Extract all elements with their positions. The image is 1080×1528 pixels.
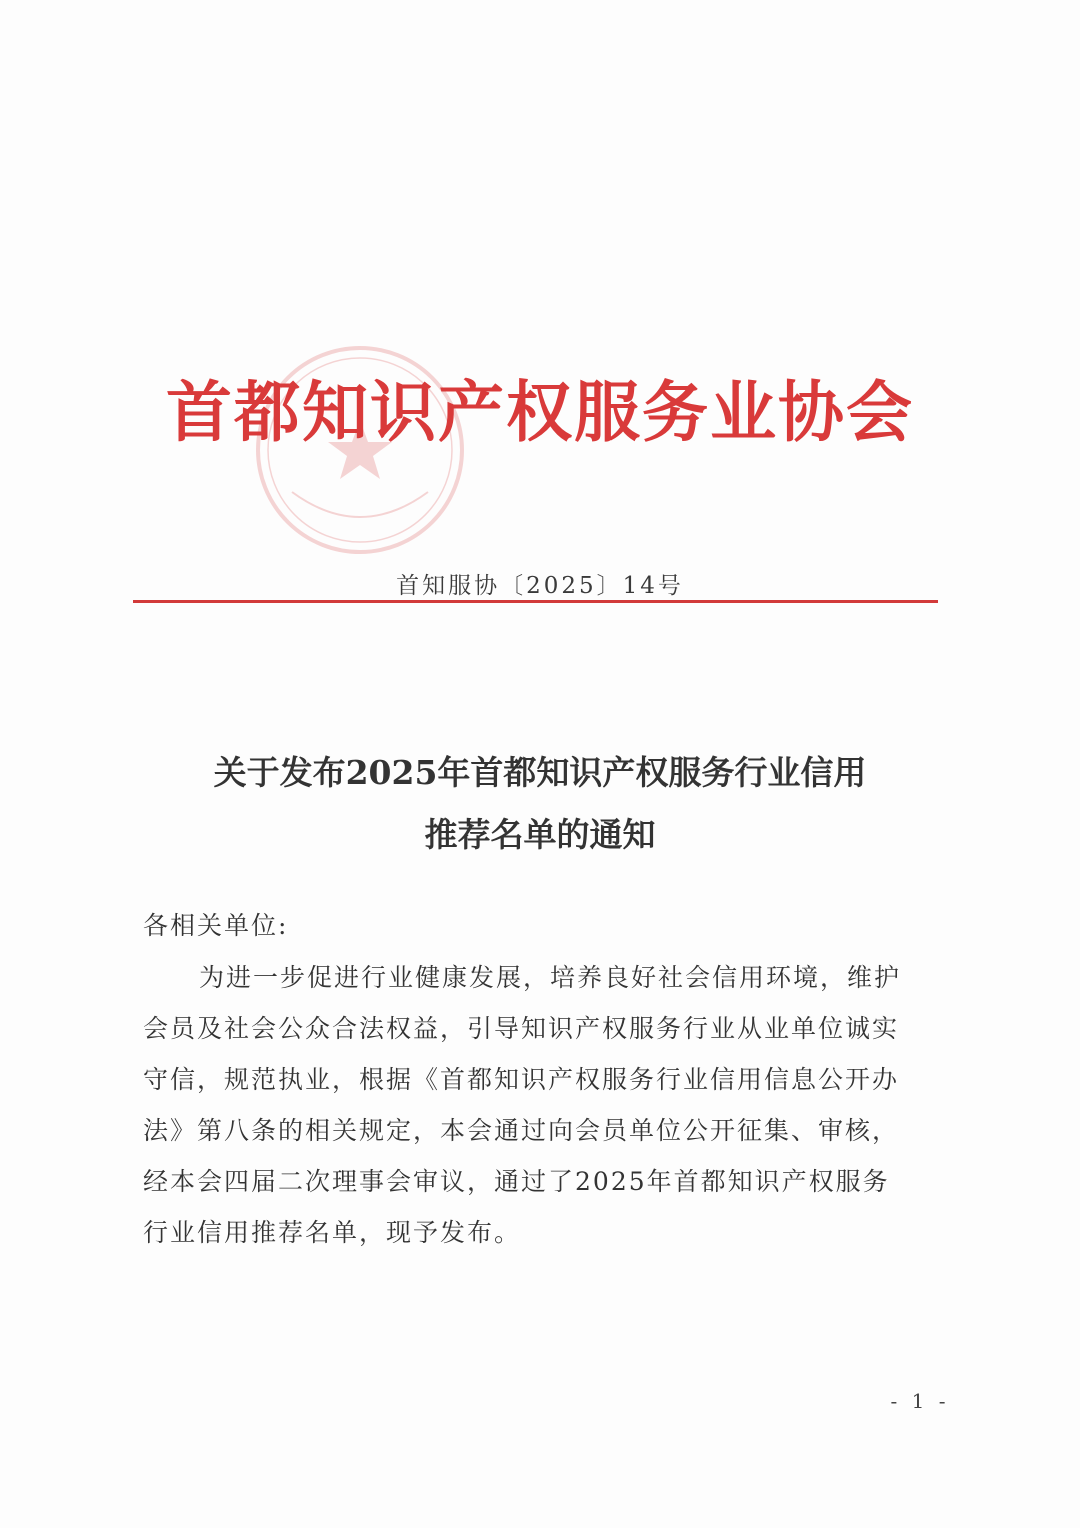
body-line-3: 守信，规范执业，根据《首都知识产权服务行业信用信息公开办 <box>143 1065 900 1094</box>
document-number: 首知服协〔2025〕14号 <box>396 573 684 599</box>
page-number: - 1 - <box>890 1389 950 1413</box>
document-title <box>110 742 970 866</box>
salutation: 各相关单位: <box>143 911 289 940</box>
org-header: 首都知识产权服务业协会 <box>166 373 914 451</box>
body-line-2: 会员及社会公众合法权益，引导知识产权服务行业从业单位诚实 <box>143 1014 900 1043</box>
title-line-1: 关于发布2025年首都知识产权服务行业信用 <box>213 753 867 792</box>
red-divider-line <box>133 600 938 603</box>
body-line-6: 行业信用推荐名单，现予发布。 <box>143 1218 522 1247</box>
body-line-5: 经本会四届二次理事会审议，通过了2025年首都知识产权服务 <box>143 1167 890 1196</box>
body-line-1: 为进一步促进行业健康发展，培养良好社会信用环境，维护 <box>199 963 902 992</box>
body-line-4: 法》第八条的相关规定，本会通过向会员单位公开征集、审核， <box>143 1116 900 1145</box>
title-line-2: 推荐名单的通知 <box>424 815 656 854</box>
